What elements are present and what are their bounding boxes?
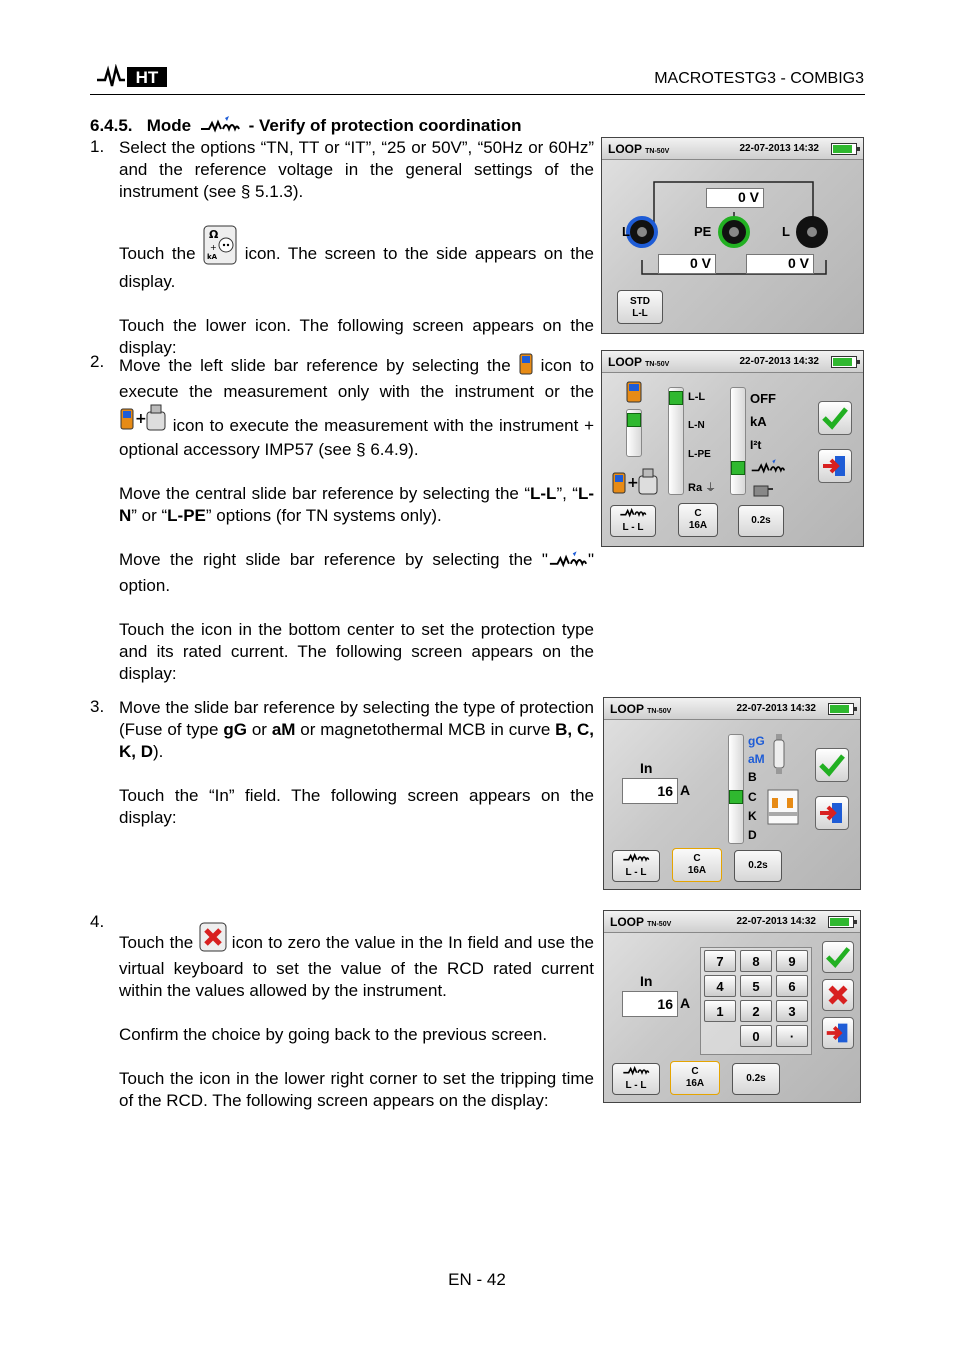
svg-text:kA: kA [207, 253, 218, 261]
right-slide-bar[interactable] [730, 387, 746, 495]
step-3 [90, 697, 594, 829]
screen-protection-type [603, 697, 861, 890]
step-number: 1. [90, 137, 105, 156]
in-label: In [640, 973, 653, 989]
trip-time-button[interactable]: 0.2s [732, 1063, 780, 1095]
mcb-icon [766, 786, 800, 826]
option-ll[interactable]: L-L [688, 391, 706, 403]
instrument-icon[interactable] [624, 381, 644, 403]
trip-time-button[interactable]: 0.2s [734, 850, 782, 882]
section-title-text: - Verify of protection coordination [248, 116, 522, 135]
step-2-text-1: Move the left slide bar reference by selecting the icon to execute the measurement only with the instrument or the + icon to execute the measurement with the instrument + optional accessory IMP57 (see § 6.4.9). [119, 352, 594, 461]
voltage-left-field[interactable]: 0 V [658, 254, 716, 274]
step-number: 4. [90, 912, 105, 931]
ground-resistance-icon[interactable] [752, 481, 774, 497]
key-7[interactable]: 7 [704, 950, 736, 972]
option-i2t[interactable]: I²t [750, 438, 762, 452]
in-label: In [640, 760, 653, 776]
terminal-pe-label: PE [694, 224, 712, 239]
step-3-text-1: Move the slide bar reference by selecting the type of protection (Fuse of type gG or aM or magnetothermal MCB in curve B, C, K, D). [119, 698, 595, 761]
terminal-l2-label: L [782, 224, 790, 239]
battery-icon [828, 916, 854, 928]
confirm-button[interactable] [815, 748, 849, 782]
in-unit-label: A [680, 995, 691, 1011]
document-title: MACROTESTG3 - COMBIG3 [654, 70, 864, 87]
right-slide-knob[interactable] [731, 461, 745, 475]
coordination-mode-icon [548, 551, 588, 575]
exit-button[interactable] [822, 1017, 854, 1049]
step-1-text-2: Touch the Ω + kA icon. The screen to the side appears on the display. [119, 225, 594, 293]
option-ra[interactable]: Ra ⏚ [688, 482, 717, 494]
screen-voltage-check [601, 137, 864, 334]
svg-text:+: + [135, 411, 147, 427]
protection-slide-bar[interactable] [728, 734, 744, 844]
option-b[interactable]: B [748, 770, 757, 784]
step-4-text-1: Touch the icon to zero the value in the In field and use the virtual keyboard to set the value of the RCD rated current within the values allowed by the instrument. [119, 912, 594, 1002]
key-9[interactable]: 9 [776, 950, 808, 972]
left-slide-knob[interactable] [627, 413, 641, 427]
screen-status-bar: LOOP TN-50V 22-07-2013 14:32 [602, 138, 863, 160]
coordination-mode-icon[interactable] [750, 459, 786, 475]
screen-status-bar: LOOP TN-50V 22-07-2013 14:32 [602, 351, 863, 373]
in-value-field[interactable]: 16 [622, 778, 678, 804]
exit-button[interactable] [815, 796, 849, 830]
key-2[interactable]: 2 [740, 1000, 772, 1022]
instrument-icon [519, 353, 533, 381]
section-mode-label: Mode [146, 116, 192, 135]
coordination-mode-icon [199, 116, 241, 139]
voltage-right-field[interactable]: 0 V [746, 254, 814, 274]
key-8[interactable]: 8 [740, 950, 772, 972]
trip-time-button[interactable]: 0.2s [738, 505, 784, 537]
key-6[interactable]: 6 [776, 975, 808, 997]
option-gg[interactable]: gG [748, 734, 765, 748]
option-c[interactable]: C [748, 790, 757, 804]
key-3[interactable]: 3 [776, 1000, 808, 1022]
voltage-top-field[interactable]: 0 V [706, 188, 764, 208]
in-unit-label: A [680, 782, 691, 798]
section-number: 6.4.5. [90, 116, 133, 135]
section-heading [90, 116, 522, 139]
step-2-text-4: Touch the icon in the bottom center to set the protection type and its rated current. The following screen appears on the display: [119, 620, 594, 683]
option-lpe[interactable]: L-PE [688, 449, 711, 460]
battery-icon [831, 143, 857, 155]
key-4[interactable]: 4 [704, 975, 736, 997]
protection-type-button[interactable]: C 16A [678, 503, 718, 537]
screen-virtual-keyboard [603, 910, 861, 1103]
step-1 [90, 137, 594, 359]
step-number: 2. [90, 352, 105, 371]
protection-type-button[interactable]: C 16A [670, 1061, 720, 1095]
step-2-text-2: Move the central slide bar reference by selecting the “L-L”, “L-N” or “L-PE” options (for TN systems only). [119, 484, 594, 525]
step-2 [90, 352, 594, 685]
protection-type-button[interactable]: C 16A [672, 848, 722, 882]
fuse-icon [772, 734, 786, 774]
step-1-text-3: Touch the lower icon. The following screen appears on the display: [119, 316, 594, 357]
terminal-l1-label: L [622, 224, 630, 239]
svg-text:+: + [210, 243, 217, 252]
header-divider [90, 94, 865, 95]
cancel-button[interactable] [822, 979, 854, 1011]
exit-button[interactable] [818, 449, 852, 483]
option-ln[interactable]: L-N [688, 420, 705, 431]
screen-status-bar: LOOP TN-50V 22-07-2013 14:32 [604, 911, 860, 933]
instrument-plus-accessory-icon [119, 403, 167, 439]
option-d[interactable]: D [748, 828, 757, 842]
key-1[interactable]: 1 [704, 1000, 736, 1022]
in-value-field[interactable]: 16 [622, 991, 678, 1017]
logo-text: HT [135, 68, 159, 87]
option-off[interactable]: OFF [750, 391, 776, 406]
svg-text:+: + [627, 475, 639, 491]
protection-slide-knob[interactable] [729, 790, 743, 804]
step-4-text-2: Confirm the choice by going back to the previous screen. [119, 1025, 548, 1044]
coordination-ll-button[interactable]: L - L [612, 850, 660, 882]
step-2-text-3: Move the right slide bar reference by selecting the " " option. [119, 550, 594, 595]
std-ll-button[interactable]: STD L-L [617, 290, 663, 324]
instrument-plus-accessory-icon[interactable] [608, 467, 662, 497]
battery-icon [828, 703, 854, 715]
screen-status-bar: LOOP TN-50V 22-07-2013 14:32 [604, 698, 860, 720]
cancel-icon [199, 922, 227, 958]
step-4-text-3: Touch the icon in the lower right corner to set the tripping time of the RCD. The following screen appears on the display: [119, 1069, 594, 1110]
ht-logo [95, 64, 171, 90]
central-slide-knob[interactable] [669, 391, 683, 405]
screen-selection-sliders [601, 350, 864, 547]
svg-text:Ω: Ω [209, 228, 219, 241]
step-3-text-2: Touch the “In” field. The following screen appears on the display: [119, 786, 594, 827]
page-number: EN - 42 [448, 1270, 506, 1289]
option-ka[interactable]: kA [750, 414, 767, 429]
confirm-button[interactable] [822, 941, 854, 973]
option-k[interactable]: K [748, 809, 757, 823]
key-5[interactable]: 5 [740, 975, 772, 997]
step-1-text-1: Select the options “TN, TT or “IT”, “25 or 50V”, “50Hz or 60Hz” and the reference voltage in the general settings of the instrument (see § 5.1.3). [119, 138, 594, 201]
option-am[interactable]: aM [748, 752, 765, 766]
key-decimal[interactable]: · [776, 1025, 808, 1047]
battery-icon [831, 356, 857, 368]
key-0[interactable]: 0 [740, 1025, 772, 1047]
loop-measure-icon [203, 225, 237, 271]
confirm-button[interactable] [818, 401, 852, 435]
step-number: 3. [90, 697, 105, 716]
coordination-ll-button[interactable]: L - L [612, 1063, 660, 1095]
coordination-ll-button[interactable]: L - L [610, 505, 656, 537]
step-4 [90, 912, 594, 1112]
